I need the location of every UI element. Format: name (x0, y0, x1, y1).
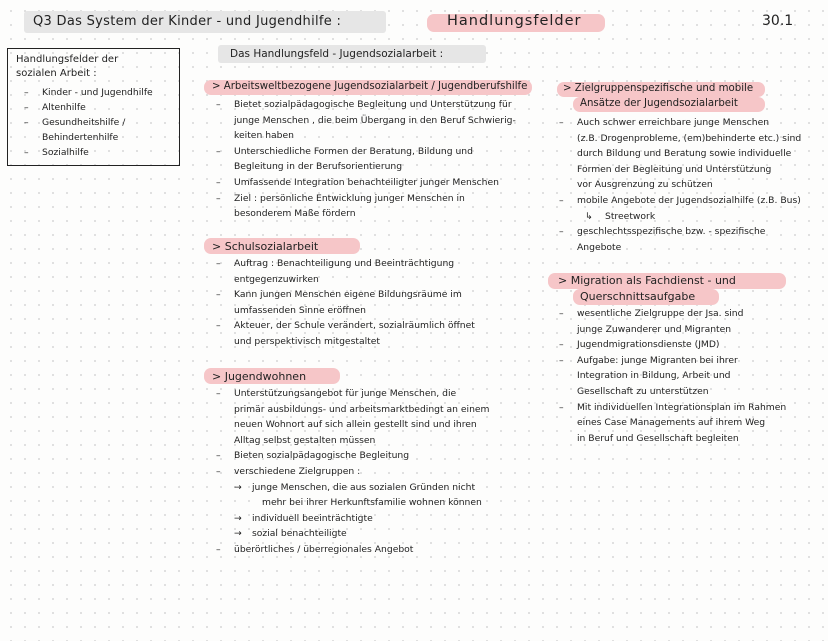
bullet-item-line: primär ausbildungs- und arbeitsmarktbedingt an einem (234, 403, 490, 415)
bullet-item: – mobile Angebote der Jugendsozialhilfe (z.B. Bus) (557, 193, 801, 209)
bullet-item: – Unterschiedliche Formen der Beratung, Bildung und (214, 144, 516, 160)
bullet-item: – Ziel : persönliche Entwicklung junger Menschen in (214, 191, 516, 207)
bullet-item-line: entgegenzuwirken (234, 273, 319, 285)
sidebar-item: – Altenhilfe (22, 100, 153, 115)
schul-heading: > Schulsozialarbeit (212, 240, 319, 253)
wohnen-list (214, 386, 490, 558)
bullet-item-line: umfassenden Sinne eröffnen (234, 304, 366, 316)
bullet-item-line: eines Case Managements auf ihrem Weg (577, 417, 766, 429)
bullet-item-line: junge Menschen , die beim Übergang in den Beruf Schwierig- (234, 114, 516, 126)
bullet-item-line: neuen Wohnort auf sich allein gestellt sind und ihren (234, 419, 477, 431)
ziel-list (557, 115, 801, 255)
bullet-item-line: durch Bildung und Beratung sowie individuelle (577, 148, 792, 160)
bullet-item-line: (z.B. Drogenprobleme, (em)behinderte etc.) sind (577, 132, 802, 144)
bullet-item: – überörtliches / überregionales Angebot (214, 542, 490, 558)
bullet-item: – Bieten sozialpädagogische Begleitung (214, 448, 490, 464)
ziel-heading-line: Ansätze der Jugendsozialarbeit (580, 98, 738, 109)
bullet-item: – Mit individuellen Integrationsplan im Rahmen (557, 400, 786, 416)
arrow-icon: ↳ (585, 210, 593, 222)
arbeit-list (214, 97, 516, 222)
bullet-item-line: mehr bei ihrer Herkunftsfamilie wohnen können (262, 497, 482, 509)
arbeit-heading: > Arbeitsweltbezogene Jugendsozialarbeit / Jugendberufshilfe (212, 81, 528, 92)
bullet-item-line: in Beruf und Gesellschaft begleiten (577, 432, 739, 444)
schul-list (214, 256, 475, 350)
bullet-item-line: junge Zuwanderer und Migranten (577, 323, 732, 335)
bullet-item-line: ↳ Streetwork (557, 209, 801, 225)
bullet-item: – Auch schwer erreichbare junge Menschen (557, 115, 801, 131)
bullet-item-line: und perspektivisch mitgestaltet (234, 335, 380, 347)
bullet-item-line: → individuell beeinträchtigte (214, 511, 490, 527)
bullet-item-line: Gesellschaft zu unterstützen (577, 385, 709, 397)
sidebar-title-line: Handlungsfelder der (16, 54, 119, 65)
migration-list (557, 306, 786, 446)
bullet-item: – Akteuer, der Schule verändert, sozialräumlich öffnet (214, 318, 475, 334)
sidebar-item: – Sozialhilfe (22, 145, 153, 160)
migration-heading-line: > Migration als Fachdienst - und (558, 274, 736, 287)
page-number: 30.1 (762, 13, 794, 29)
bullet-item-line: besonderem Maße fördern (234, 208, 356, 220)
bullet-item: – verschiedene Zielgruppen : (214, 464, 490, 480)
sidebar-box (7, 48, 180, 166)
bullet-item: – Unterstützungsangebot für junge Menschen, die (214, 386, 490, 402)
bullet-item: – Jugendmigrationsdienste (JMD) (557, 337, 786, 353)
bullet-item: – Bietet sozialpädagogische Begleitung und Unterstützung für (214, 97, 516, 113)
page-title: Q3 Das System der Kinder - und Jugendhilfe : (33, 14, 342, 29)
migration-heading-line: Querschnittsaufgabe (580, 290, 696, 303)
sidebar-item-continued: Behindertenhilfe (42, 132, 119, 143)
arrow-icon: → (234, 512, 242, 524)
bullet-item: – geschlechtsspezifische bzw. - spezifische (557, 224, 801, 240)
ziel-heading-line: > Zielgruppenspezifische und mobile (563, 83, 754, 94)
bullet-item-line: keiten haben (234, 130, 294, 142)
bullet-item: – Umfassende Integration benachteiligter junger Menschen (214, 175, 516, 191)
sidebar-list (22, 85, 153, 160)
bullet-item-line: Begleitung in der Berufsorientierung (234, 161, 403, 173)
bullet-item-line: → junge Menschen, die aus sozialen Gründen nicht (214, 480, 490, 496)
bullet-item-line: Angebote (577, 241, 622, 253)
sidebar-item: – Kinder - und Jugendhilfe (22, 85, 153, 100)
bullet-item-line: vor Ausgrenzung zu schützen (577, 179, 713, 191)
sidebar-title-line: sozialen Arbeit : (16, 68, 97, 79)
bullet-item: – wesentliche Zielgruppe der Jsa. sind (557, 306, 786, 322)
bullet-item-line: → sozial benachteiligte (214, 526, 490, 542)
arrow-icon: → (234, 528, 242, 540)
bullet-item-line: Alltag selbst gestalten müssen (234, 434, 376, 446)
bullet-item: – Auftrag : Benachteiligung und Beeinträchtigung (214, 256, 475, 272)
bullet-item: – Aufgabe: junge Migranten bei ihrer (557, 353, 786, 369)
wohnen-heading: > Jugendwohnen (212, 370, 307, 383)
bullet-item-line: Formen der Begleitung und Unterstützung (577, 163, 772, 175)
arrow-icon: → (234, 481, 242, 493)
section-title: Das Handlungsfeld - Jugendsozialarbeit : (230, 48, 444, 60)
bullet-item-line: Integration in Bildung, Arbeit und (577, 370, 731, 382)
topic-title: Handlungsfelder (447, 13, 582, 29)
sidebar-item: – Gesundheitshilfe / (22, 115, 153, 130)
bullet-item: – Kann jungen Menschen eigene Bildungsräume im (214, 287, 475, 303)
